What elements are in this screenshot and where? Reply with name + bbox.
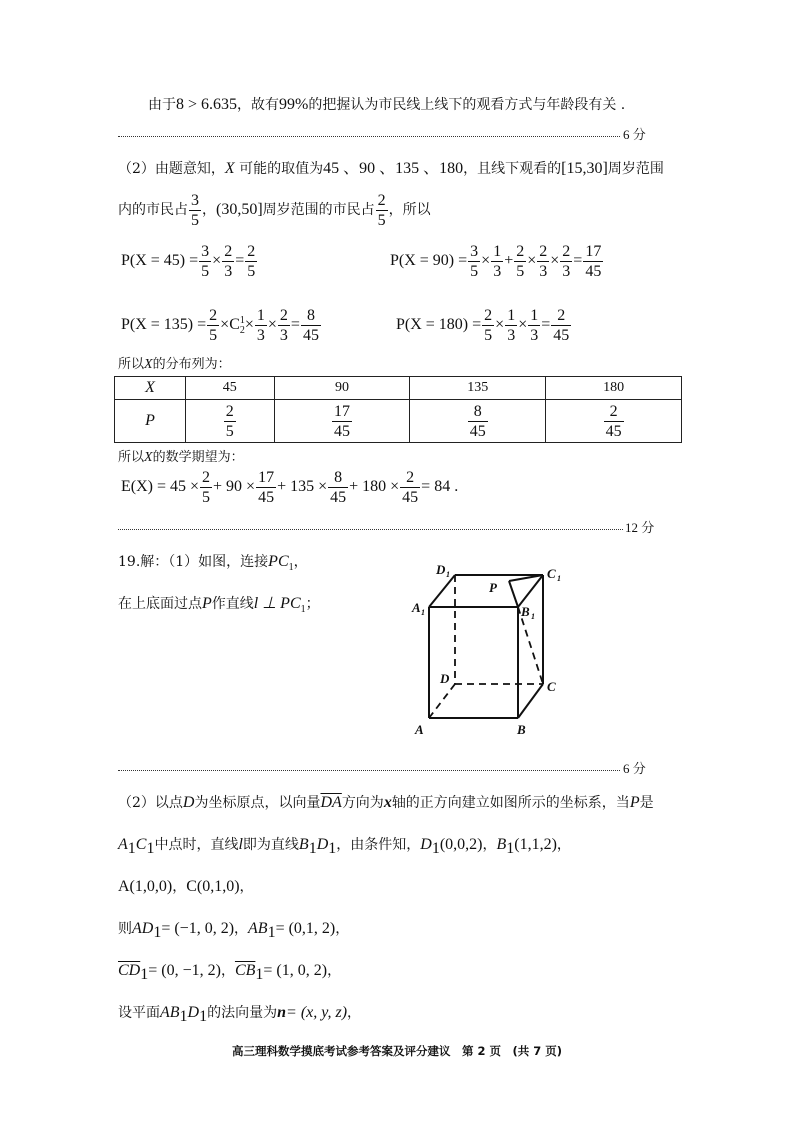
q19-points-ac: A(1,0,0)，C(0,1,0)， (118, 878, 254, 895)
dotted-leader (118, 529, 623, 530)
table-header-180: 180 (546, 377, 682, 400)
score-6-second: 6 分 (623, 761, 646, 776)
expectation-equation: E(X) = 45 × $\frac{2}{5}$ + 90 × $\frac{17}{45}$ + 135 × $\frac{8}{45}$ + 180 × $\frac{2}{45}$ = 84 . (121, 469, 459, 506)
svg-text:1: 1 (421, 608, 425, 617)
prob-x90: P(X = 90) = $\frac{3}{5}$ × $\frac{1}{3}$ + $\frac{2}{5}$ × $\frac{2}{3}$ × $\frac{2}{3}$ = $\frac{17}{45}$ (390, 243, 602, 280)
expectation-label: 所以X的数学期望为： (118, 450, 244, 465)
svg-text:1: 1 (531, 612, 535, 621)
edge-d1a1 (429, 575, 455, 607)
q19-intro: 19.解：（1）如图，连接$PC_1$， (118, 553, 308, 573)
q19-part2-coords: $A_1C_1$中点时，直线l即为直线$B_1D_1$，由条件知，$D_1(0,0,2)$，$B_1(1,1,2)$， (118, 836, 571, 857)
table-cell-p135: $\frac{8}{45}$ (410, 400, 546, 443)
label-b1: B (521, 604, 530, 619)
prob-x45: P(X = 45) = $\frac{3}{5}$ × $\frac{2}{3}$ = $\frac{2}{5}$ (121, 243, 256, 280)
label-c: C (547, 679, 556, 694)
part2-intro: （2）由题意知，X 可能的取值为45 、90 、135 、180，且线下观看的[15,30]周岁范围 (118, 160, 664, 177)
edge-c1b1 (518, 575, 543, 607)
edge-da-hidden (429, 684, 455, 718)
conclusion-line: 由于8 > 6.635，故有99%的把握认为市民线上线下的观看方式与年龄段有关 . (148, 96, 626, 113)
table-header-45: 45 (186, 377, 275, 400)
label-b: B (517, 722, 526, 737)
edge-bc (518, 684, 543, 718)
table-header-135: 135 (410, 377, 546, 400)
prob-x180: P(X = 180) = $\frac{2}{5}$ × $\frac{1}{3}$ × $\frac{1}{3}$ = $\frac{2}{45}$ (396, 307, 570, 344)
table-row-label-p: P (115, 400, 186, 443)
distribution-label: 所以X的分布列为： (118, 357, 231, 372)
label-d1: D (436, 562, 446, 577)
page-footer: 高三理科数学摸底考试参考答案及评分建议 第 2 页 (共 7 页) (231, 1044, 563, 1058)
label-d: D (440, 671, 450, 686)
score-6-first: 6 分 (623, 127, 646, 142)
label-c1: C (547, 566, 556, 581)
distribution-table (114, 376, 682, 443)
table-cell-p45: $\frac{2}{5}$ (186, 400, 275, 443)
label-a1: A (412, 600, 421, 615)
dotted-leader (118, 136, 620, 137)
label-a: A (415, 722, 424, 737)
q19-part2-intro: （2）以点D为坐标原点，以向量$\overline{DA}$方向为x轴的正方向建立如图所示的坐标系，当P是 (118, 794, 654, 811)
part2-ratio-line: 内的市民占 $\frac{3}{5}$ ，(30,50]周岁范围的市民占 $\frac{2}{5}$ ，所以 (118, 191, 431, 229)
label-p: P (489, 580, 497, 595)
table-cell-p90: $\frac{17}{45}$ (274, 400, 410, 443)
prob-x135: P(X = 135) = $\frac{2}{5}$ ×C 1 2 × $\frac{1}{3}$ × $\frac{2}{3}$ = $\frac{8}{45}$ (121, 307, 319, 344)
q19-vectors-c: $\overline{CD}_1= (0$, −1, 2)，$\overline{CB}_1= (1$, 0, 2)， (118, 962, 342, 983)
table-cell-p180: $\frac{2}{45}$ (546, 400, 682, 443)
score-12: 12 分 (625, 520, 655, 535)
q19-normal-vector: 设平面$AB_1D_1$的法向量为n= (x, y, z)， (118, 1004, 362, 1025)
segment-pb1 (509, 581, 518, 607)
svg-text:1: 1 (446, 570, 450, 579)
svg-text:1: 1 (557, 574, 561, 583)
table-header-x: X (115, 377, 186, 400)
cuboid-figure (405, 560, 575, 745)
table-header-90: 90 (274, 377, 410, 400)
q19-line-construction: 在上底面过点P作直线l ⊥ $PC_1$； (118, 595, 320, 615)
q19-vectors-a: 则$AD_1= (-1$, 0, 2)，$AB_1= (0,1$, 2)， (118, 920, 350, 941)
dotted-leader (118, 770, 620, 771)
